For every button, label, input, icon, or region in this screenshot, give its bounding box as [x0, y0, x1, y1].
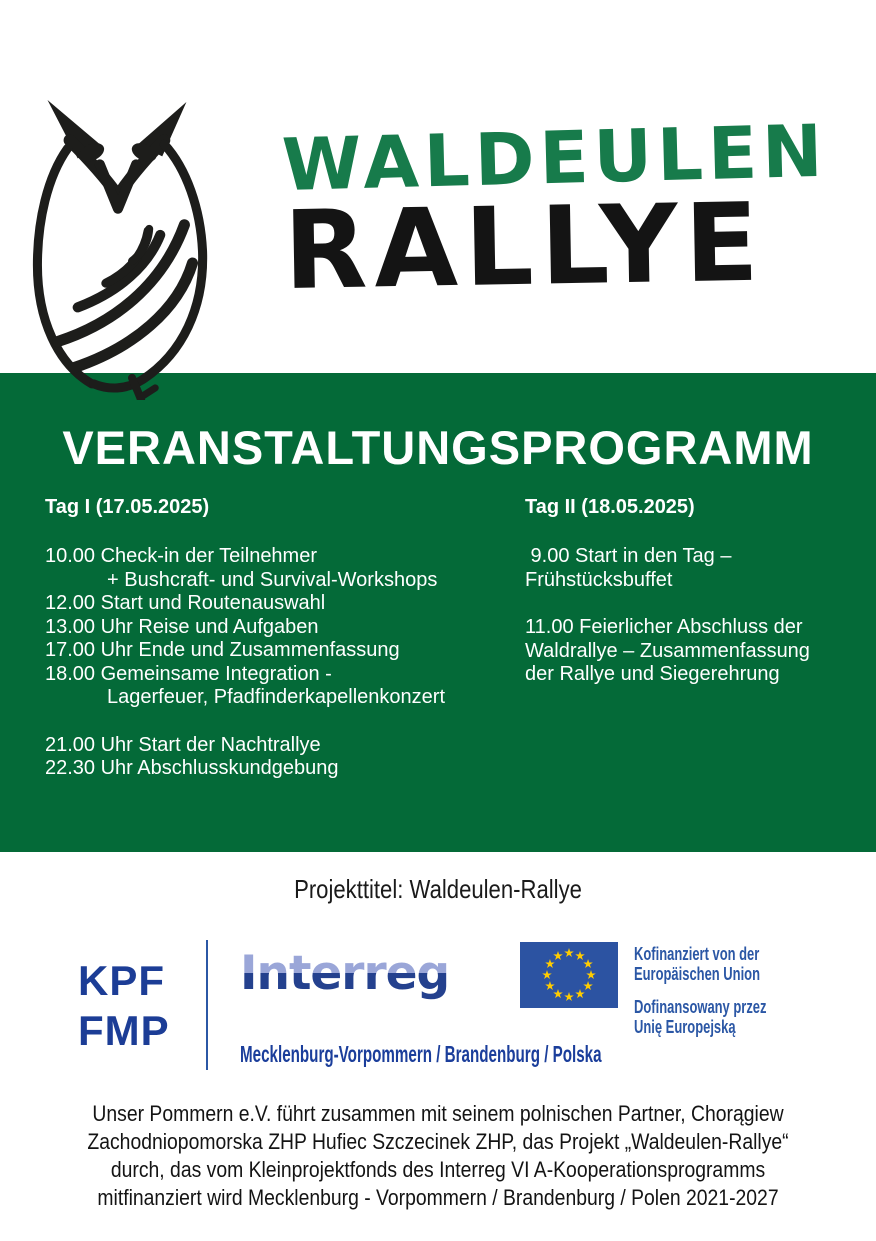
cofinance-pl-line2: Unię Europejską — [634, 1017, 736, 1037]
brand-title — [280, 108, 829, 314]
program-day2-column — [525, 495, 810, 687]
schedule-line: 11.00 Feierlicher Abschluss der — [525, 616, 803, 638]
logo-separator — [206, 940, 208, 1070]
day1-header: Tag I (17.05.2025) — [45, 496, 210, 518]
day2-morning-schedule — [525, 545, 810, 592]
kpf-fmp-logo — [78, 956, 170, 1056]
project-title: Projekttitel: Waldeulen-Rallye — [294, 874, 582, 904]
cofinance-de-line1: Kofinanziert von der — [634, 944, 760, 964]
schedule-line: 13.00 Uhr Reise und Aufgaben — [45, 615, 319, 638]
schedule-line: 18.00 Gemeinsame Integration - — [45, 662, 332, 685]
schedule-line: + Bushcraft- und Survival-Workshops — [107, 568, 438, 591]
schedule-line: 9.00 Start in den Tag – — [525, 545, 732, 567]
schedule-line: Frühstücksbuffet — [525, 568, 673, 591]
kpf-logo-line2: FMP — [78, 1007, 170, 1054]
owl-logo-icon — [32, 100, 216, 400]
program-day1-column — [45, 495, 445, 781]
cofinance-pl-line1: Dofinansowany przez — [634, 997, 767, 1017]
brand-word-waldeulen: WALDEULEN — [280, 108, 829, 207]
cofinance-de-line2: Europäischen Union — [634, 964, 761, 984]
program-heading: VERANSTALTUNGSPROGRAMM — [62, 421, 814, 474]
footer-line: mitfinanziert wird Mecklenburg - Vorpommern / Brandenburg / Polen 2021-2027 — [97, 1185, 779, 1210]
eu-cofinance-polish — [634, 997, 767, 1037]
eu-cofinance-german — [634, 944, 767, 984]
schedule-line: 10.00 Check-in der Teilnehmer — [45, 545, 318, 567]
schedule-line: Waldrallye – Zusammenfassung — [525, 639, 810, 662]
schedule-line: 21.00 Uhr Start der Nachtrallye — [45, 733, 321, 756]
eu-flag-icon — [520, 942, 618, 1008]
schedule-line: 22.30 Uhr Abschlusskundgebung — [45, 757, 339, 779]
day1-schedule — [45, 545, 445, 710]
schedule-line: der Rallye und Siegerehrung — [525, 663, 780, 685]
day2-closing-schedule — [525, 616, 810, 687]
day1-evening-schedule — [45, 734, 445, 781]
interreg-logo: Interreg — [240, 946, 450, 1001]
footer-line: Unser Pommern e.V. führt zusammen mit seinem polnischen Partner, Chorągiew — [92, 1101, 784, 1126]
footer-paragraph — [53, 1100, 824, 1212]
footer-line: durch, das vom Kleinprojektfonds des Interreg VI A-Kooperationsprogramms — [110, 1157, 766, 1182]
schedule-line: Lagerfeuer, Pfadfinderkapellenkonzert — [107, 686, 446, 708]
schedule-line: 12.00 Start und Routenauswahl — [45, 592, 326, 614]
day2-header: Tag II (18.05.2025) — [525, 496, 695, 518]
schedule-line: 17.00 Uhr Ende und Zusammenfassung — [45, 639, 400, 661]
footer-line: Zachodniopomorska ZHP Hufiec Szczecinek ZHP, das Projekt „Waldeulen-Rallye“ — [87, 1129, 789, 1154]
interreg-region-line: Mecklenburg-Vorpommern / Brandenburg / Polska — [240, 1041, 602, 1067]
brand-word-rallye: RALLYE — [282, 180, 767, 314]
kpf-logo-line1: KPF — [78, 957, 165, 1004]
program-band — [0, 373, 876, 852]
eu-cofinance-text — [634, 944, 767, 1037]
